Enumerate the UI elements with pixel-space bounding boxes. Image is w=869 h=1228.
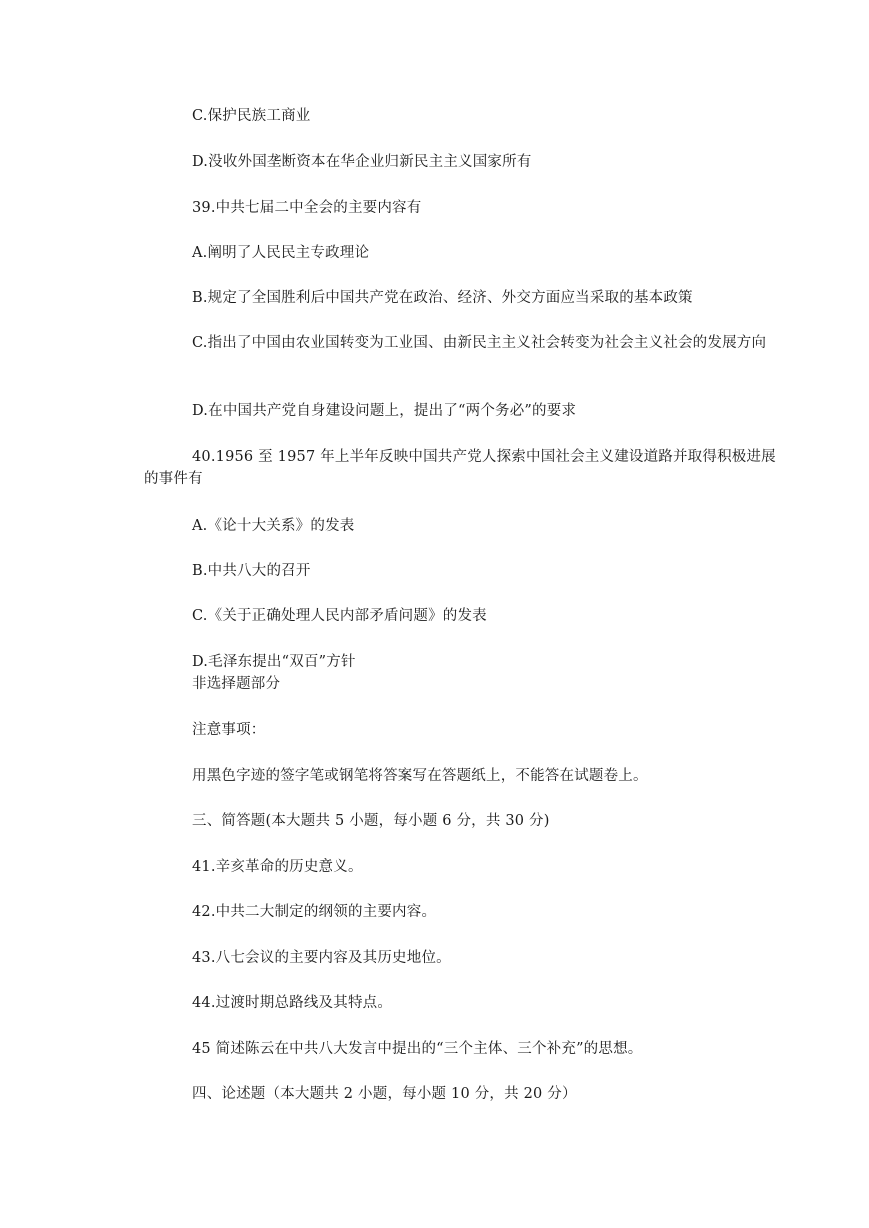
q40-option-b: B.中共八大的召开 [192, 563, 311, 579]
notice-text: 用黑色字迹的签字笔或钢笔将答案写在答题纸上，不能答在试题卷上。 [192, 768, 648, 784]
q42: 42.中共二大制定的纲领的主要内容。 [192, 904, 437, 920]
q39-option-d: D.在中国共产党自身建设问题上，提出了“两个务必”的要求 [192, 403, 577, 419]
section4-heading: 四、论述题（本大题共 2 小题，每小题 10 分，共 20 分） [192, 1086, 577, 1102]
nonchoice-heading: 非选择题部分 [192, 676, 281, 692]
q45: 45 简述陈云在中共八大发言中提出的“三个主体、三个补充”的思想。 [192, 1041, 643, 1057]
section3-heading: 三、简答题(本大题共 5 小题，每小题 6 分，共 30 分) [192, 813, 550, 829]
q40-option-a: A.《论十大关系》的发表 [192, 518, 355, 534]
q39-option-a: A.阐明了人民民主专政理论 [192, 245, 370, 261]
q39-option-b: B.规定了全国胜利后中国共产党在政治、经济、外交方面应当采取的基本政策 [192, 290, 693, 306]
notice-title: 注意事项： [192, 722, 266, 738]
q40-option-d: D.毛泽东提出“双百”方针 [192, 654, 356, 670]
q40-stem: 40.1956 至 1957 年上半年反映中国共产党人探索中国社会主义建设道路并取得积极进展的事件有 [144, 449, 776, 487]
q43: 43.八七会议的主要内容及其历史地位。 [192, 950, 451, 966]
q41: 41.辛亥革命的历史意义。 [192, 859, 363, 875]
q40-option-c: C.《关于正确处理人民内部矛盾问题》的发表 [192, 608, 487, 624]
q39-stem: 39.中共七届二中全会的主要内容有 [192, 200, 422, 216]
q44: 44.过渡时期总路线及其特点。 [192, 995, 393, 1011]
q38-option-d: D.没收外国垄断资本在华企业归新民主主义国家所有 [192, 154, 532, 170]
q39-option-c: C.指出了中国由农业国转变为工业国、由新民主主义社会转变为社会主义社会的发展方向 [192, 335, 767, 351]
q38-option-c: C.保护民族工商业 [192, 108, 311, 124]
